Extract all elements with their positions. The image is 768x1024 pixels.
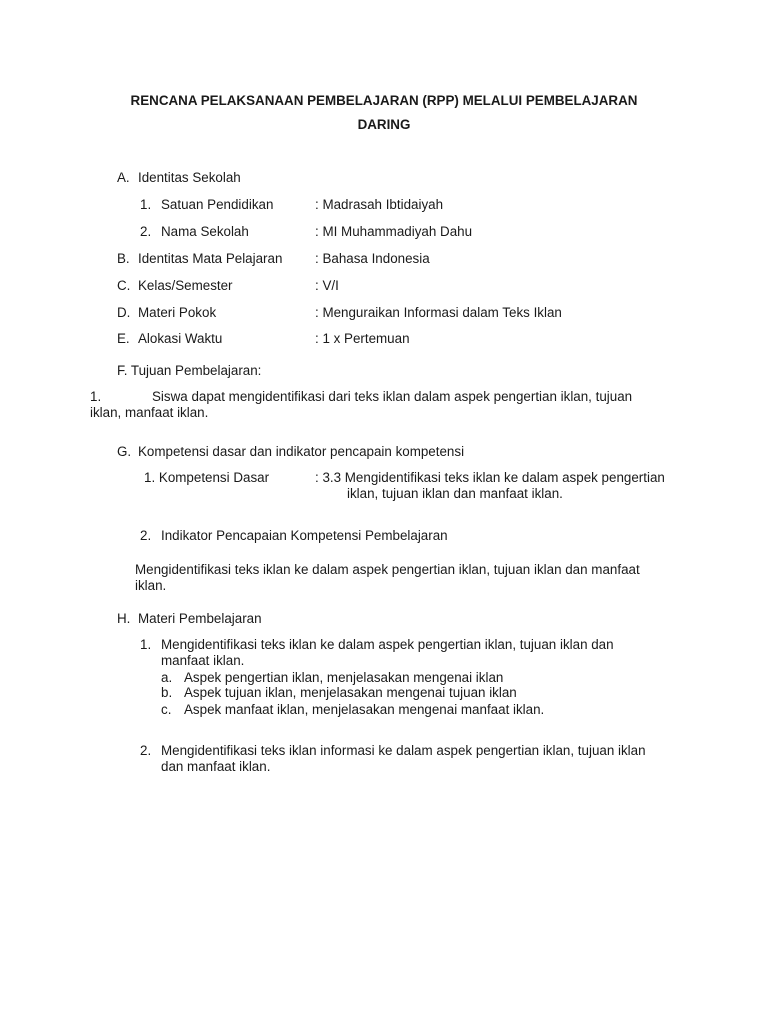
section-c-label: Kelas/Semester xyxy=(138,278,233,293)
section-h-sub-a-text: Aspek pengertian iklan, menjelasakan mengenai iklan xyxy=(184,670,504,685)
section-a-item-1-number: 1. xyxy=(140,197,152,212)
section-g-label: Kompetensi dasar dan indikator pencapain kompetensi xyxy=(138,444,465,459)
section-d-label: Materi Pokok xyxy=(138,305,217,320)
document-title-line2: DARING xyxy=(357,117,411,132)
section-a-item-2-value: : MI Muhammadiyah Dahu xyxy=(315,224,473,239)
section-h-item-1-line1: Mengidentifikasi teks iklan ke dalam aspek pengertian iklan, tujuan iklan dan xyxy=(161,637,614,652)
section-a-marker: A. xyxy=(117,170,130,185)
section-a-item-2-label: Nama Sekolah xyxy=(161,224,249,239)
section-g-kd-label: 1. Kompetensi Dasar xyxy=(144,470,270,485)
section-h-sub-a-letter: a. xyxy=(161,670,173,685)
section-e-value: : 1 x Pertemuan xyxy=(315,331,410,346)
section-a-label: Identitas Sekolah xyxy=(138,170,241,185)
section-c-value: : V/I xyxy=(315,278,339,293)
section-e-label: Alokasi Waktu xyxy=(138,331,223,346)
section-g-marker: G. xyxy=(117,444,132,459)
section-h-sub-b-text: Aspek tujuan iklan, menjelasakan mengenai tujuan iklan xyxy=(184,685,517,700)
section-a-item-1-value: : Madrasah Ibtidaiyah xyxy=(315,197,444,212)
section-h-item-1-line2: manfaat iklan. xyxy=(161,653,245,668)
section-h-sub-c-text: Aspek manfaat iklan, menjelasakan mengenai manfaat iklan. xyxy=(184,702,545,717)
section-h-sub-c-letter: c. xyxy=(161,702,172,717)
section-h-item-2-number: 2. xyxy=(140,743,152,758)
section-h-sub-b-letter: b. xyxy=(161,685,173,700)
section-g-indicator-text-line1: Mengidentifikasi teks iklan ke dalam aspek pengertian iklan, tujuan iklan dan manfaat xyxy=(135,562,640,577)
section-h-item-2-line1: Mengidentifikasi teks iklan informasi ke dalam aspek pengertian iklan, tujuan iklan xyxy=(161,743,646,758)
section-e-marker: E. xyxy=(117,331,130,346)
section-b-marker: B. xyxy=(117,251,130,266)
section-d-value: : Menguraikan Informasi dalam Teks Iklan xyxy=(315,305,562,320)
section-h-item-1-number: 1. xyxy=(140,637,152,652)
section-h-item-2-line2: dan manfaat iklan. xyxy=(161,759,271,774)
section-f-item-line1: Siswa dapat mengidentifikasi dari teks iklan dalam aspek pengertian iklan, tujuan xyxy=(152,389,633,404)
section-a-item-1-label: Satuan Pendidikan xyxy=(161,197,274,212)
section-f-item-number: 1. xyxy=(90,389,102,404)
section-g-kd-value-line1: : 3.3 Mengidentifikasi teks iklan ke dalam aspek pengertian xyxy=(315,470,665,485)
section-b-value: : Bahasa Indonesia xyxy=(315,251,430,266)
section-a-item-2-number: 2. xyxy=(140,224,152,239)
section-f-item-line2: iklan, manfaat iklan. xyxy=(90,405,209,420)
section-b-label: Identitas Mata Pelajaran xyxy=(138,251,283,266)
section-g-kd-value-line2: iklan, tujuan iklan dan manfaat iklan. xyxy=(347,486,563,501)
section-c-marker: C. xyxy=(117,278,131,293)
document-title-line1: RENCANA PELAKSANAAN PEMBELAJARAN (RPP) MELALUI PEMBELAJARAN xyxy=(130,93,638,108)
section-g-indicator-label: Indikator Pencapaian Kompetensi Pembelajaran xyxy=(161,528,448,543)
section-f-label: F. Tujuan Pembelajaran: xyxy=(117,363,262,378)
section-g-indicator-number: 2. xyxy=(140,528,152,543)
section-d-marker: D. xyxy=(117,305,131,320)
section-g-indicator-text-line2: iklan. xyxy=(135,578,167,593)
section-h-label: Materi Pembelajaran xyxy=(138,611,262,626)
section-h-marker: H. xyxy=(117,611,131,626)
